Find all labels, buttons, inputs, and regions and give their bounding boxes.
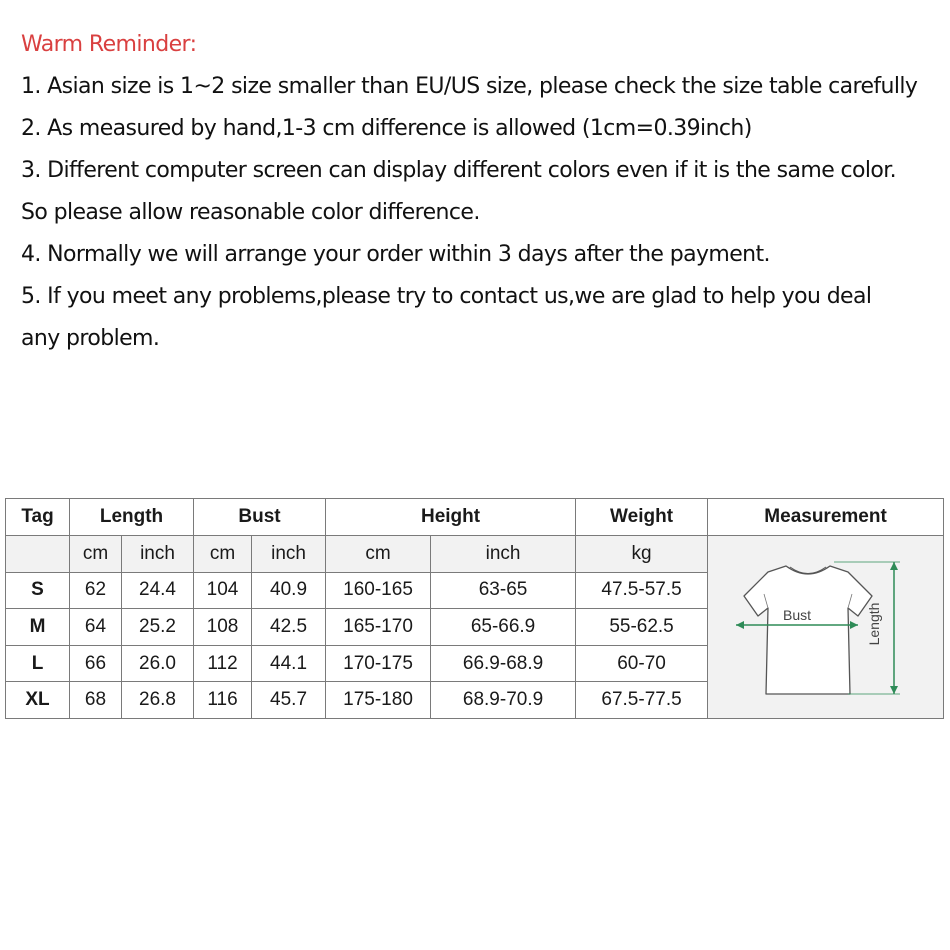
unit-length-inch: inch	[122, 536, 194, 573]
cell-bust-inch: 45.7	[252, 682, 326, 719]
cell-height-cm: 160-165	[326, 572, 431, 609]
cell-length-cm: 66	[70, 645, 122, 682]
unit-height-cm: cm	[326, 536, 431, 573]
cell-height-cm: 175-180	[326, 682, 431, 719]
warm-reminder	[21, 24, 941, 360]
header-height: Height	[326, 499, 576, 536]
unit-bust-cm: cm	[194, 536, 252, 573]
tshirt-diagram	[708, 536, 942, 718]
reminder-line-5-cont: any problem.	[21, 326, 160, 351]
header-length: Length	[70, 499, 194, 536]
header-measurement: Measurement	[708, 499, 944, 536]
units-row	[6, 536, 944, 573]
cell-length-inch: 26.0	[122, 645, 194, 682]
cell-bust-cm: 104	[194, 572, 252, 609]
header-tag: Tag	[6, 499, 70, 536]
row-tag: XL	[6, 682, 70, 719]
cell-height-inch: 65-66.9	[431, 609, 576, 646]
cell-length-inch: 25.2	[122, 609, 194, 646]
header-bust: Bust	[194, 499, 326, 536]
cell-height-inch: 66.9-68.9	[431, 645, 576, 682]
bust-label: Bust	[783, 607, 812, 623]
cell-weight: 60-70	[576, 645, 708, 682]
cell-length-cm: 64	[70, 609, 122, 646]
reminder-line-2: 2. As measured by hand,1-3 cm difference is allowed (1cm=0.39inch)	[21, 116, 752, 141]
size-table	[5, 498, 944, 719]
reminder-line-5: 5. If you meet any problems,please try to contact us,we are glad to help you deal	[21, 284, 872, 309]
unit-bust-inch: inch	[252, 536, 326, 573]
cell-weight: 67.5-77.5	[576, 682, 708, 719]
cell-bust-inch: 44.1	[252, 645, 326, 682]
units-blank	[6, 536, 70, 573]
cell-bust-inch: 40.9	[252, 572, 326, 609]
header-weight: Weight	[576, 499, 708, 536]
cell-bust-inch: 42.5	[252, 609, 326, 646]
row-tag: L	[6, 645, 70, 682]
reminder-line-3: 3. Different computer screen can display different colors even if it is the same color.	[21, 158, 897, 183]
cell-bust-cm: 112	[194, 645, 252, 682]
cell-length-cm: 68	[70, 682, 122, 719]
unit-length-cm: cm	[70, 536, 122, 573]
cell-height-inch: 68.9-70.9	[431, 682, 576, 719]
reminder-heading: Warm Reminder:	[21, 32, 197, 57]
cell-weight: 55-62.5	[576, 609, 708, 646]
cell-height-cm: 165-170	[326, 609, 431, 646]
reminder-line-3-cont: So please allow reasonable color difference.	[21, 200, 480, 225]
length-label: Length	[866, 602, 883, 646]
cell-bust-cm: 108	[194, 609, 252, 646]
reminder-line-4: 4. Normally we will arrange your order within 3 days after the payment.	[21, 242, 770, 267]
cell-length-inch: 26.8	[122, 682, 194, 719]
cell-height-inch: 63-65	[431, 572, 576, 609]
measurement-diagram	[708, 536, 944, 719]
unit-height-inch: inch	[431, 536, 576, 573]
unit-weight-kg: kg	[576, 536, 708, 573]
tshirt-icon	[744, 566, 872, 694]
header-row	[6, 499, 944, 536]
cell-weight: 47.5-57.5	[576, 572, 708, 609]
cell-height-cm: 170-175	[326, 645, 431, 682]
cell-length-inch: 24.4	[122, 572, 194, 609]
cell-bust-cm: 116	[194, 682, 252, 719]
row-tag: M	[6, 609, 70, 646]
reminder-line-1: 1. Asian size is 1~2 size smaller than EU/US size, please check the size table carefully	[21, 74, 918, 99]
row-tag: S	[6, 572, 70, 609]
cell-length-cm: 62	[70, 572, 122, 609]
